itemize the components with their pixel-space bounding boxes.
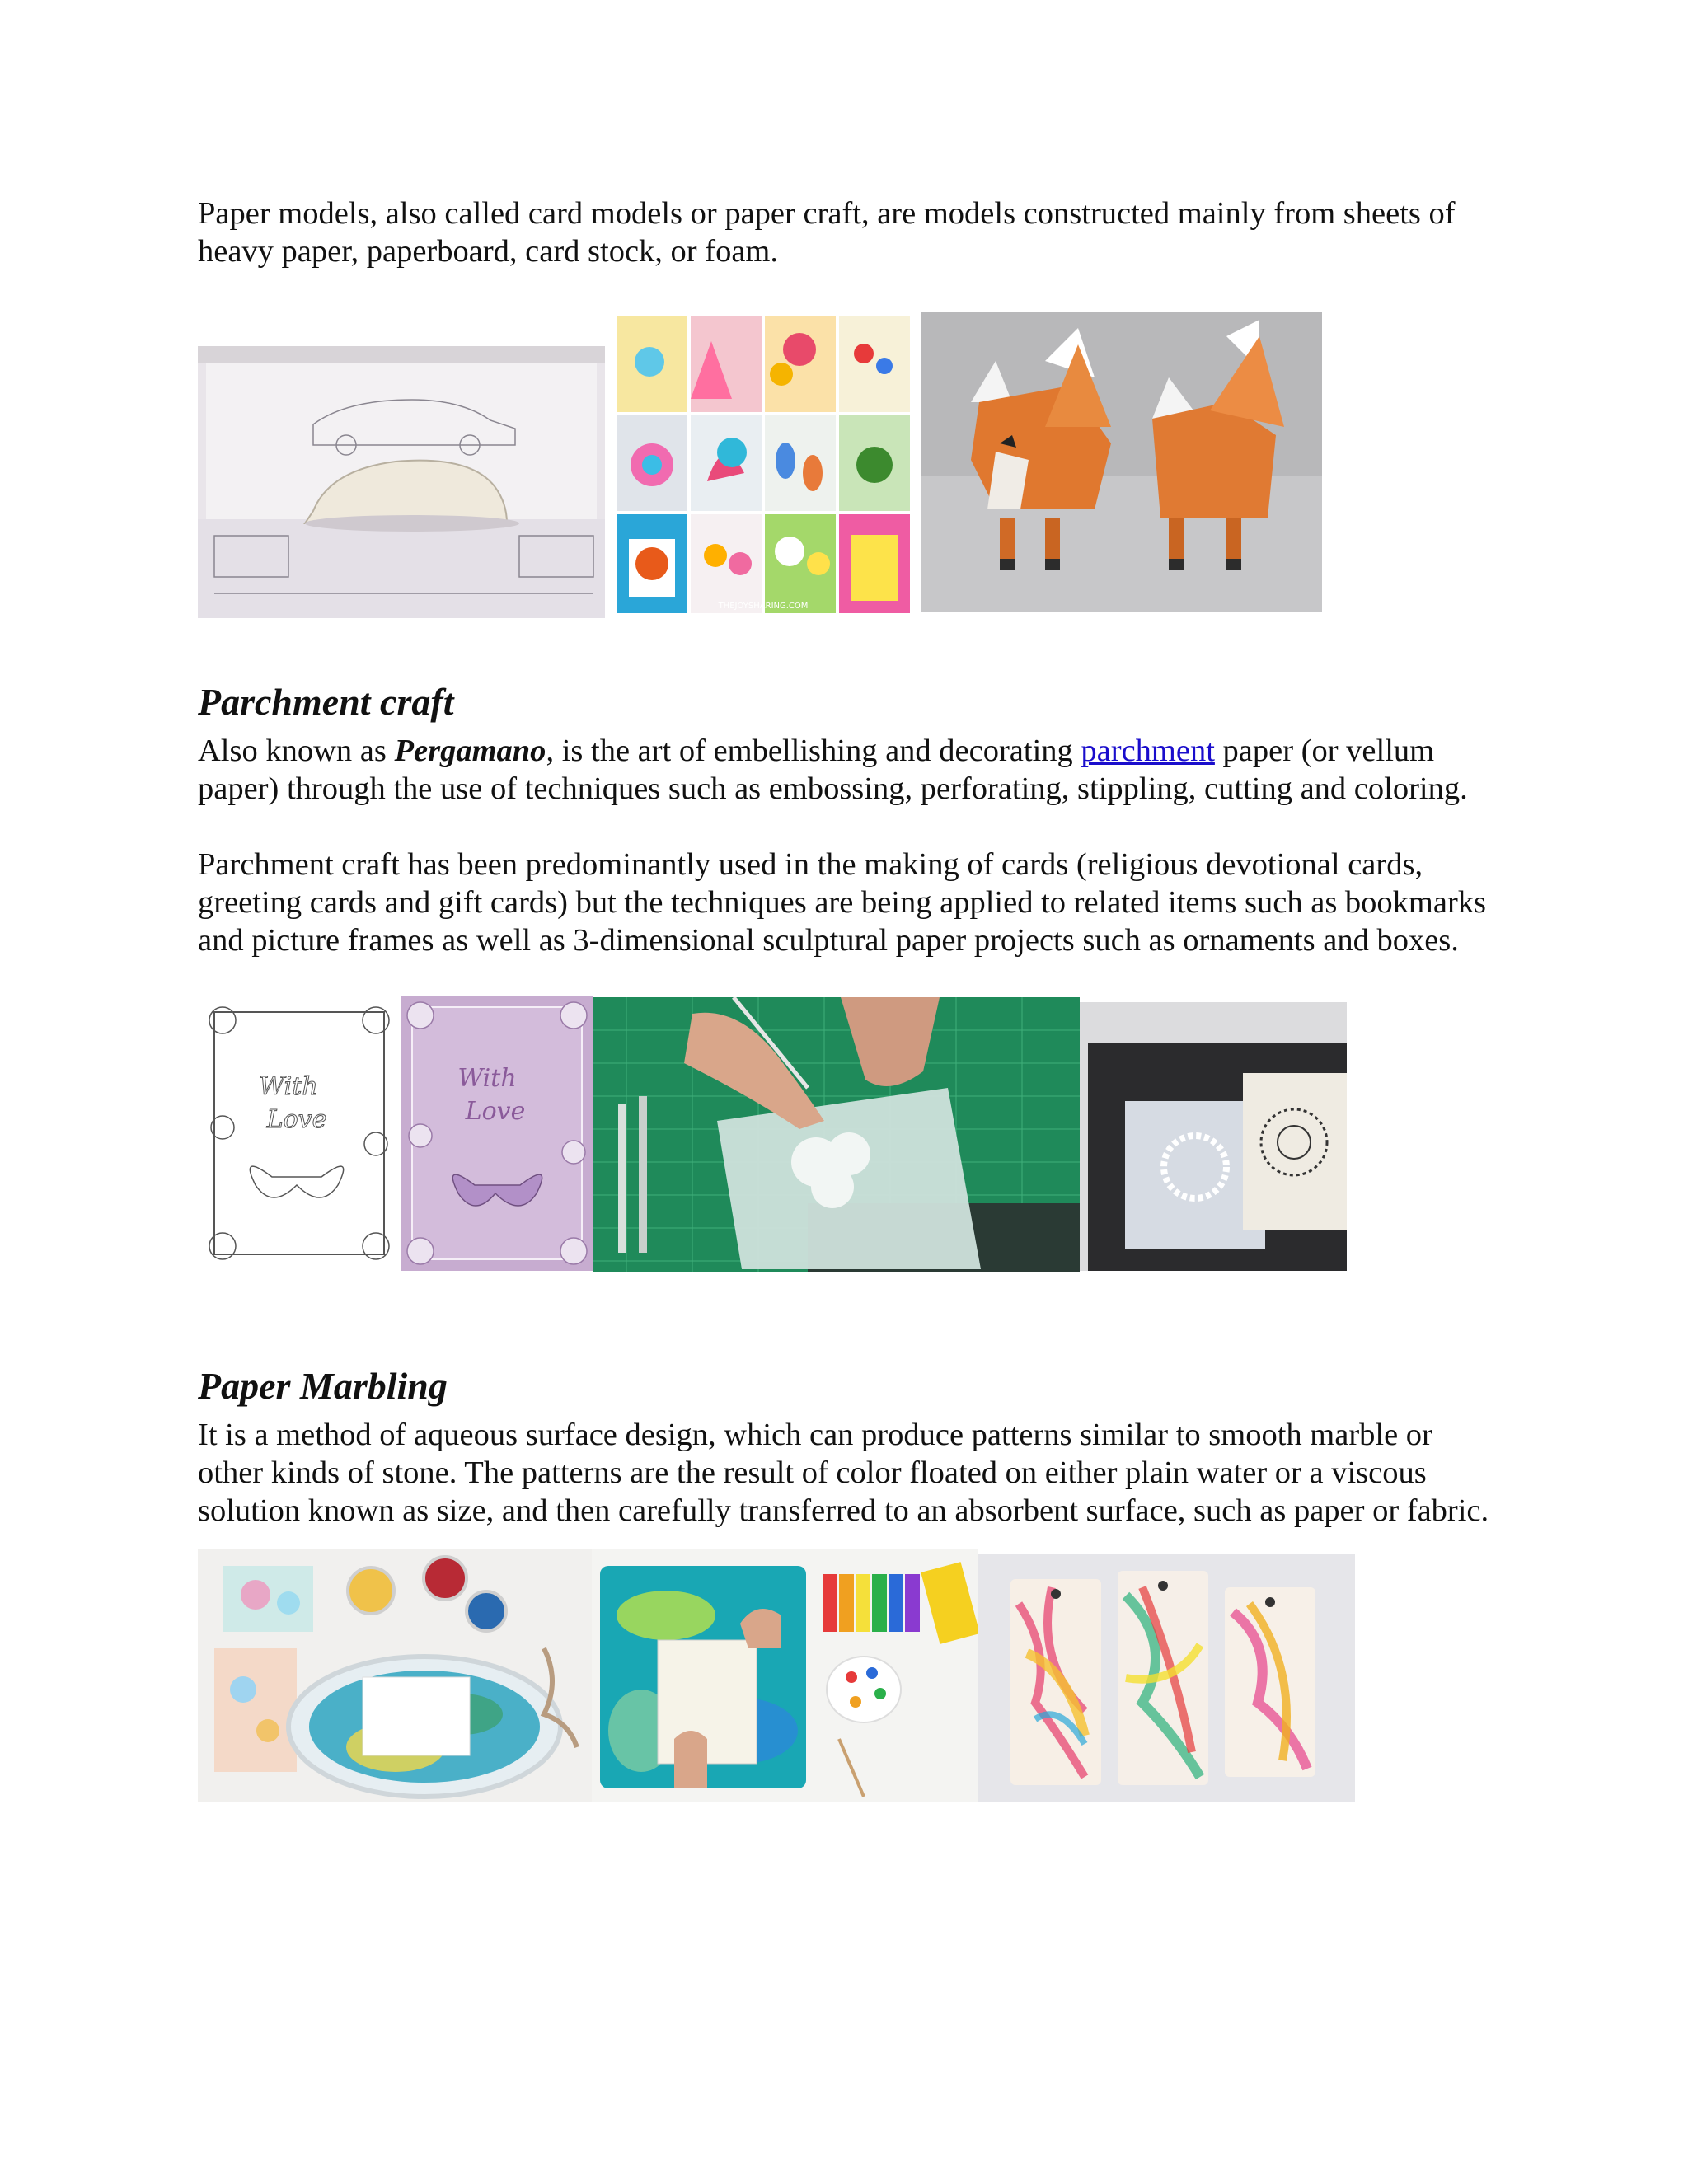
lilac-card-text-line1: With (457, 1064, 517, 1093)
with-love-lilac-card-image (401, 996, 593, 1271)
marbling-tray-image (592, 1549, 978, 1802)
marbling-paragraph: It is a method of aqueous surface design, which can produce patterns similar to smooth marble or other kinds of stone. The patterns are the result of color floated on either plain water or a viscous solution known as size, and then carefully transferred to an absorbent surface, such as paper or fabric. (198, 1418, 1489, 1528)
marbled-tags-image (978, 1554, 1355, 1802)
sketch-card-text-line1: With (259, 1072, 318, 1101)
with-love-sketch-card-image (198, 996, 401, 1271)
lilac-card-text-line2: Love (465, 1097, 526, 1126)
collage-caption: THEJOYSHARING.COM (718, 602, 809, 611)
marbling-bowl-image (198, 1549, 592, 1802)
embossing-hands-image (593, 997, 1080, 1272)
marbling-heading: Paper Marbling (198, 1365, 448, 1407)
parchment-link[interactable]: parchment (1081, 733, 1215, 768)
parchment-paragraph-1 (198, 732, 1500, 808)
intro-paragraph: Paper models, also called card models or paper craft, are models constructed mainly from sheets of heavy paper, paperboard, card stock, or foam. (198, 196, 1456, 269)
paper-car-model-image (198, 346, 605, 618)
parchment-p1-middle: , is the art of embellishing and decorating (546, 733, 1081, 768)
parchment-p1-end: paper (or vellum paper) through the use of techniques such as embossing, perforating, stippling, cutting and coloring. (198, 733, 1468, 806)
parchment-p1-start: Also known as (198, 733, 395, 768)
parchment-paragraph-2: Parchment craft has been predominantly used in the making of cards (religious devotional cards, greeting cards and gift cards) but the techniques are being applied to related items such as bookmarks and picture frames as well as 3-dimensional sculptural paper projects such as ornaments and boxes. (198, 847, 1487, 958)
parchment-heading: Parchment craft (198, 681, 454, 723)
sketch-card-text-line2: Love (266, 1105, 327, 1134)
low-poly-fox-model-image (921, 312, 1322, 612)
lace-parchment-cards-image (1080, 1002, 1347, 1271)
paper-crafts-collage-image (617, 316, 910, 613)
pergamano-term: Pergamano (394, 733, 546, 768)
